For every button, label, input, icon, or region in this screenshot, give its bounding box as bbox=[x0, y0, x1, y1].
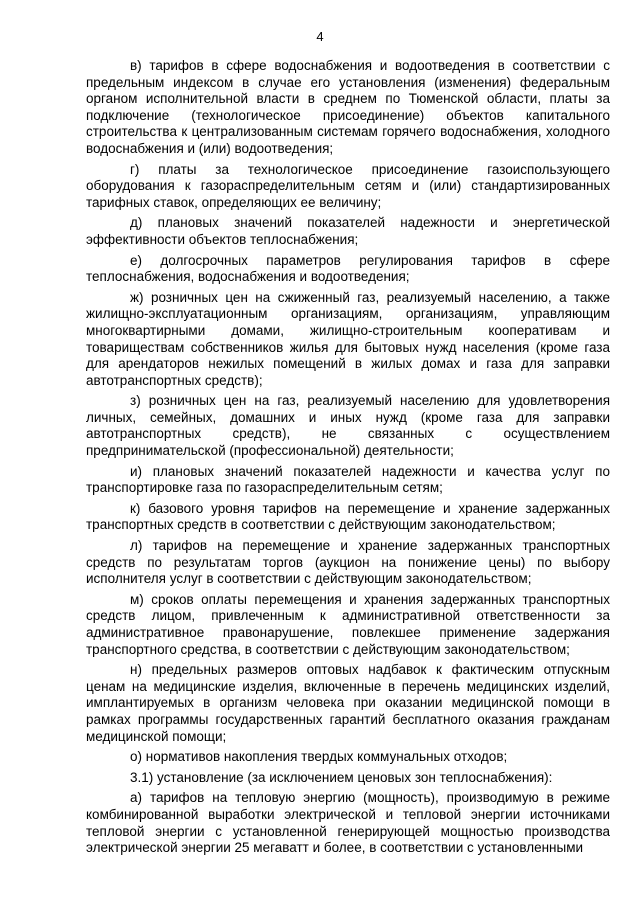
paragraph-zh: ж) розничных цен на сжиженный газ, реализуемый населению, а также жилищно-эксплуатационным организациям, организациям, управляющим многоквартирными домами, жилищно-строительным кооперативам и товариществам собственников жилья для бытовых нужд населения (кроме газа для арендаторов нежилых помещений в жилых домах и газа для заправки автотранспортных средств); bbox=[86, 289, 610, 388]
paragraph-l: л) тарифов на перемещение и хранение задержанных транспортных средств по результатам торгов (аукцион на понижение цены) по выбору исполнителя услуг в соответствии с действующим законодательством; bbox=[86, 538, 610, 587]
paragraph-d: д) плановых значений показателей надежности и энергетической эффективности объектов теплоснабжения; bbox=[86, 215, 610, 247]
page-number: 4 bbox=[316, 29, 324, 44]
paragraph-n: н) предельных размеров оптовых надбавок к фактическим отпускным ценам на медицинские изделия, включенные в перечень медицинских изделий, имплантируемых в организм человека при оказании медицинской помощи в рамках программы государственных гарантий бесплатного оказания гражданам медицинской помощи; bbox=[86, 662, 610, 744]
paragraph-g: г) платы за технологическое присоединение газоиспользующего оборудования к газораспределительным сетям и (или) стандартизированных тарифных ставок, определяющих ее величину; bbox=[86, 161, 610, 210]
paragraph-z: з) розничных цен на газ, реализуемый населению для удовлетворения личных, семейных, домашних и иных нужд (кроме газа для заправки автотранспортных средств), не связанных с осуществлением предпринимательской (профессиональной) деятельности; bbox=[86, 393, 610, 459]
paragraph-e: е) долгосрочных параметров регулирования тарифов в сфере теплоснабжения, водоснабжения и водоотведения; bbox=[86, 252, 610, 285]
paragraph-m: м) сроков оплаты перемещения и хранения задержанных транспортных средств лицом, привлеченным к административной ответственности за административное правонарушение, повлекшее применение задержания транспортного средства, в соответствии с действующим законодательством; bbox=[86, 591, 610, 657]
paragraph-o: о) нормативов накопления твердых коммунальных отходов; bbox=[130, 749, 508, 765]
paragraph-a: а) тарифов на тепловую энергию (мощность), производимую в режиме комбинированной выработки электрической и тепловой энергии источниками тепловой энергии с установленной генерирующей мощностью производства электрической энергии 25 мегаватт и более, в соответствии с установленными bbox=[86, 790, 610, 856]
document-body bbox=[86, 58, 610, 861]
paragraph-i: и) плановых значений показателей надежности и качества услуг по транспортировке газа по газораспределительным сетям; bbox=[86, 463, 610, 496]
paragraph-3-1: 3.1) установление (за исключением ценовых зон теплоснабжения): bbox=[130, 769, 553, 785]
paragraph-k: к) базового уровня тарифов на перемещение и хранение задержанных транспортных средств в соответствии с действующим законодательством; bbox=[86, 500, 610, 533]
paragraph-v: в) тарифов в сфере водоснабжения и водоотведения в соответствии с предельным индексом в случае его установления (изменения) федеральным органом исполнительной власти в среднем по Тюменской области, платы за подключение (технологическое присоединение) объектов капитального строительства к централизованным системам горячего водоснабжения, холодного водоснабжения и (или) водоотведения; bbox=[86, 58, 610, 156]
